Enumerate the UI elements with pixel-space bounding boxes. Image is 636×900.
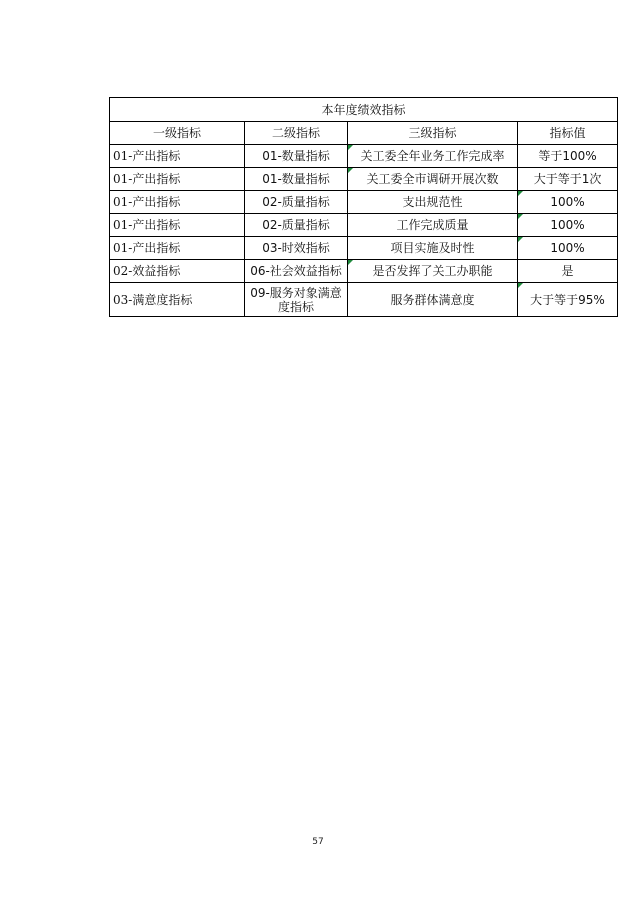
cell-level1: 01-产出指标 bbox=[110, 191, 245, 214]
performance-indicator-table-container bbox=[109, 97, 617, 317]
cell-level3: 支出规范性 bbox=[348, 191, 518, 214]
cell-level2: 01-数量指标 bbox=[245, 168, 348, 191]
header-level2: 二级指标 bbox=[245, 122, 348, 145]
table-title: 本年度绩效指标 bbox=[110, 98, 618, 122]
cell-value: 100% bbox=[518, 191, 618, 214]
table-header-row bbox=[110, 122, 618, 145]
cell-level3: 项目实施及时性 bbox=[348, 237, 518, 260]
cell-comment-marker bbox=[518, 191, 523, 196]
cell-value: 大于等于95% bbox=[518, 283, 618, 317]
cell-level1: 01-产出指标 bbox=[110, 168, 245, 191]
cell-level1: 01-产出指标 bbox=[110, 145, 245, 168]
header-value: 指标值 bbox=[518, 122, 618, 145]
header-level3: 三级指标 bbox=[348, 122, 518, 145]
table-row bbox=[110, 283, 618, 317]
cell-value: 100% bbox=[518, 237, 618, 260]
table-row bbox=[110, 237, 618, 260]
cell-level3: 关工委全年业务工作完成率 bbox=[348, 145, 518, 168]
cell-level2: 02-质量指标 bbox=[245, 191, 348, 214]
cell-value: 是 bbox=[518, 260, 618, 283]
cell-level3: 关工委全市调研开展次数 bbox=[348, 168, 518, 191]
cell-comment-marker bbox=[348, 168, 353, 173]
table-title-row bbox=[110, 98, 618, 122]
cell-comment-marker bbox=[518, 214, 523, 219]
cell-level1: 02-效益指标 bbox=[110, 260, 245, 283]
table-row bbox=[110, 168, 618, 191]
cell-level1: 01-产出指标 bbox=[110, 214, 245, 237]
cell-comment-marker bbox=[348, 145, 353, 150]
cell-level2: 02-质量指标 bbox=[245, 214, 348, 237]
cell-level2: 01-数量指标 bbox=[245, 145, 348, 168]
cell-level3: 是否发挥了关工办职能 bbox=[348, 260, 518, 283]
performance-indicator-table bbox=[109, 97, 618, 317]
table-row bbox=[110, 145, 618, 168]
cell-value: 100% bbox=[518, 214, 618, 237]
table-row bbox=[110, 260, 618, 283]
table-row bbox=[110, 214, 618, 237]
cell-comment-marker bbox=[348, 260, 353, 265]
table-row bbox=[110, 191, 618, 214]
cell-level2: 06-社会效益指标 bbox=[245, 260, 348, 283]
cell-level2: 09-服务对象满意度指标 bbox=[245, 283, 348, 317]
header-level1: 一级指标 bbox=[110, 122, 245, 145]
page-number: 57 bbox=[312, 837, 324, 847]
cell-level3: 服务群体满意度 bbox=[348, 283, 518, 317]
cell-comment-marker bbox=[518, 283, 523, 288]
cell-level1: 03-满意度指标 bbox=[110, 283, 245, 317]
cell-level3: 工作完成质量 bbox=[348, 214, 518, 237]
cell-value: 等于100% bbox=[518, 145, 618, 168]
cell-comment-marker bbox=[518, 237, 523, 242]
cell-level1: 01-产出指标 bbox=[110, 237, 245, 260]
cell-level2: 03-时效指标 bbox=[245, 237, 348, 260]
cell-value: 大于等于1次 bbox=[518, 168, 618, 191]
